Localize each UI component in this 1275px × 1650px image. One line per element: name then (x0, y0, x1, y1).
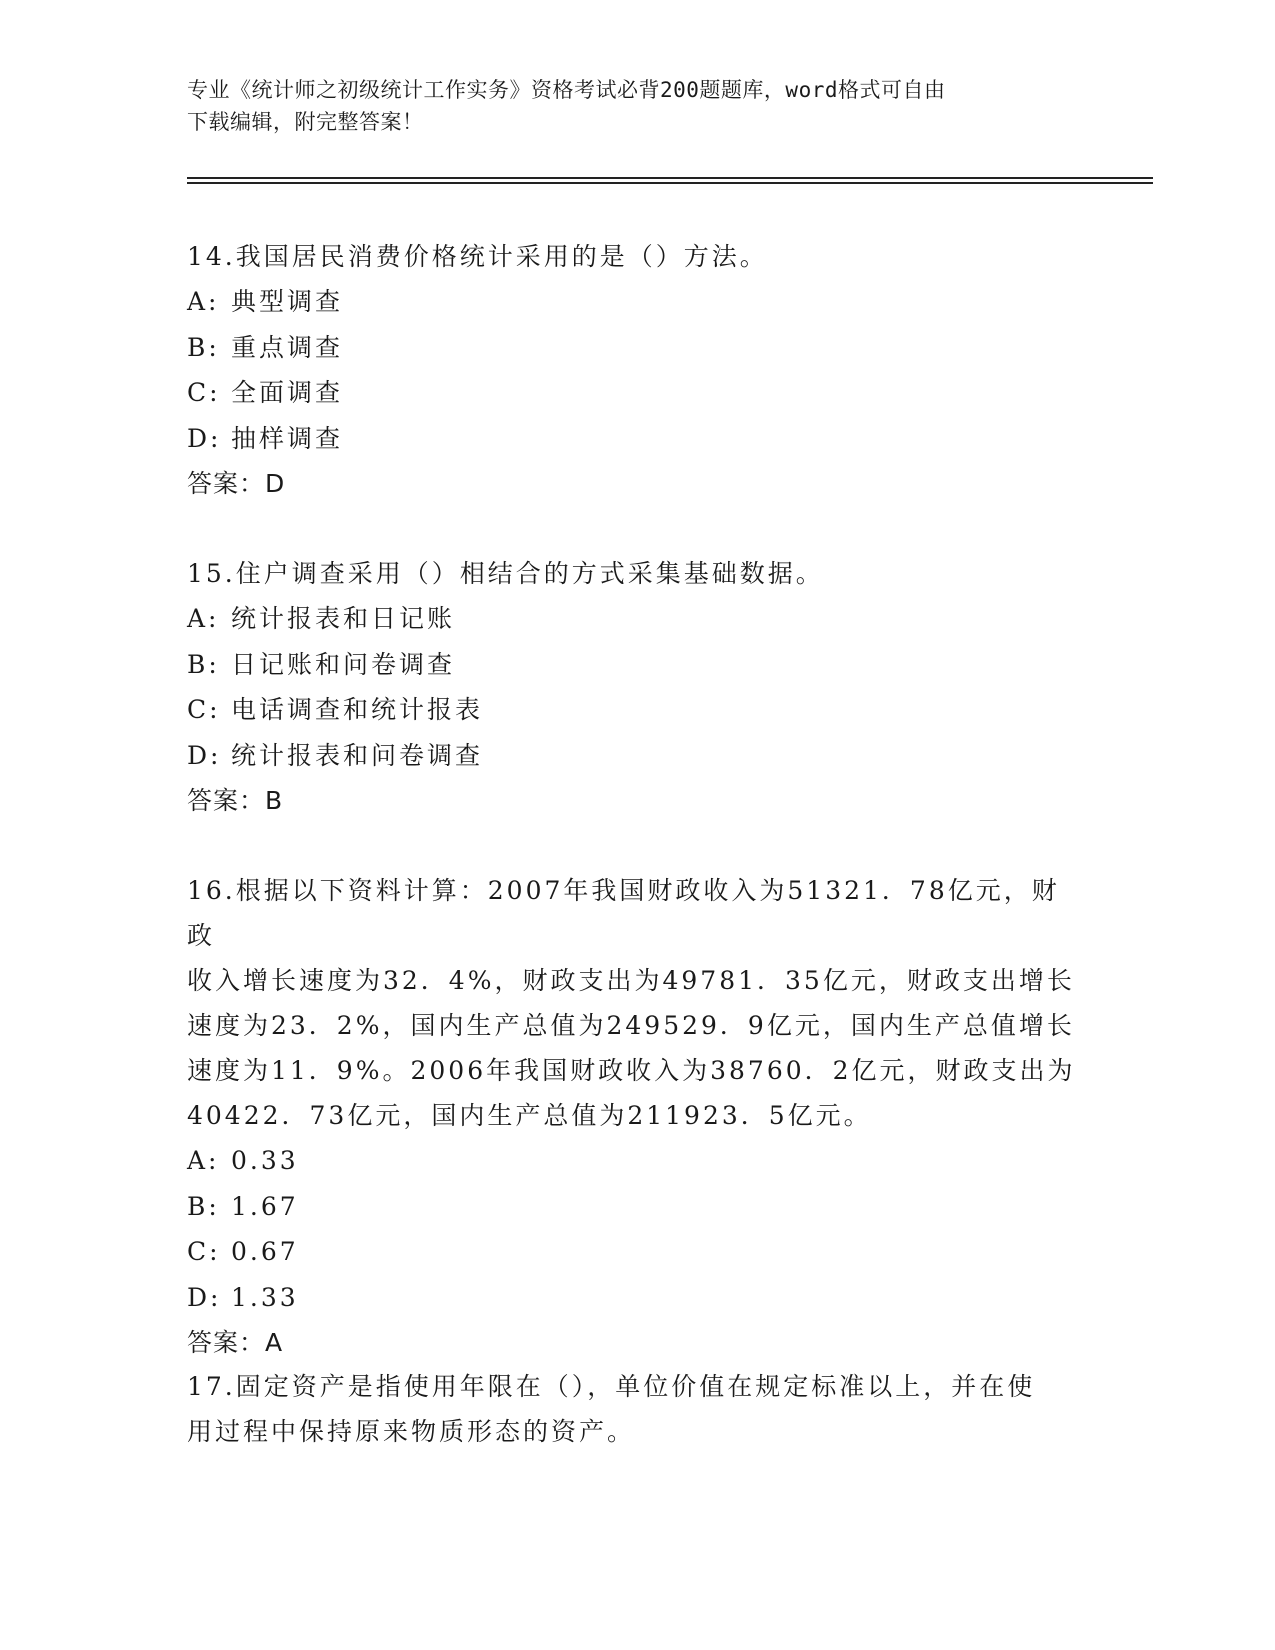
option-c (187, 1229, 1087, 1275)
option-a (187, 596, 1087, 642)
option-text: 全面调查 (231, 378, 344, 407)
answer-line: 答案：A (187, 1328, 284, 1357)
question-stem-line-2: 收入增长速度为32．4%，财政支出为49781．35亿元，财政支出增长 (187, 966, 1075, 995)
option-key: A: (187, 1146, 220, 1175)
option-b (187, 1184, 1087, 1230)
question-stem-line-3: 速度为23．2%，国内生产总值为249529．9亿元，国内生产总值增长 (187, 1011, 1075, 1040)
option-key: C: (187, 1237, 221, 1266)
option-key: A: (187, 287, 220, 316)
option-text: 重点调查 (231, 332, 344, 362)
option-text: 1.33 (231, 1282, 299, 1312)
header-divider-bottom (187, 182, 1153, 184)
answer-line: 答案：D (187, 469, 286, 498)
option-text: 电话调查和统计报表 (231, 695, 484, 724)
option-c (187, 687, 1087, 733)
option-key: B: (187, 332, 220, 362)
question-stem: 15.住户调查采用（）相结合的方式采集基础数据。 (187, 559, 824, 588)
option-key: C: (187, 695, 221, 724)
option-b (187, 642, 1087, 688)
option-key: D: (187, 740, 222, 770)
question-16 (187, 868, 1087, 1366)
option-c (187, 370, 1087, 416)
question-15 (187, 551, 1087, 824)
option-text: 0.67 (231, 1237, 299, 1266)
option-d (187, 1275, 1087, 1321)
option-a (187, 279, 1087, 325)
answer-line: 答案：B (187, 786, 284, 815)
question-stem-line-1: 17.固定资产是指使用年限在（），单位价值在规定标准以上，并在使 (187, 1372, 1036, 1401)
question-17 (187, 1364, 1087, 1454)
header-line-1: 专业《统计师之初级统计工作实务》资格考试必背200题题库，word格式可自由 (187, 78, 946, 102)
option-text: 抽样调查 (231, 423, 344, 453)
question-stem-line-2: 用过程中保持原来物质形态的资产。 (187, 1417, 636, 1446)
option-text: 1.67 (231, 1191, 299, 1221)
option-key: B: (187, 1191, 220, 1221)
option-text: 统计报表和问卷调查 (231, 740, 484, 770)
question-stem-line-5: 40422．73亿元，国内生产总值为211923．5亿元。 (187, 1101, 872, 1130)
option-b (187, 325, 1087, 371)
option-text: 典型调查 (231, 287, 344, 316)
question-14 (187, 234, 1087, 507)
question-stem-line-4: 速度为11．9%。2006年我国财政收入为38760．2亿元，财政支出为 (187, 1056, 1076, 1085)
document-header (187, 74, 1077, 138)
option-text: 0.33 (231, 1146, 299, 1175)
option-key: A: (187, 604, 220, 633)
option-d (187, 733, 1087, 779)
option-key: C: (187, 378, 221, 407)
option-text: 统计报表和日记账 (231, 604, 456, 633)
option-key: D: (187, 1282, 222, 1312)
option-d (187, 416, 1087, 462)
option-a (187, 1138, 1087, 1184)
header-line-2: 下载编辑，附完整答案！ (187, 110, 424, 134)
question-stem-line-1: 16.根据以下资料计算：2007年我国财政收入为51321．78亿元，财政 (187, 876, 1060, 950)
header-divider-top (187, 177, 1153, 179)
option-key: B: (187, 649, 220, 679)
question-stem: 14.我国居民消费价格统计采用的是（）方法。 (187, 242, 768, 271)
option-text: 日记账和问卷调查 (231, 649, 456, 679)
option-key: D: (187, 423, 222, 453)
